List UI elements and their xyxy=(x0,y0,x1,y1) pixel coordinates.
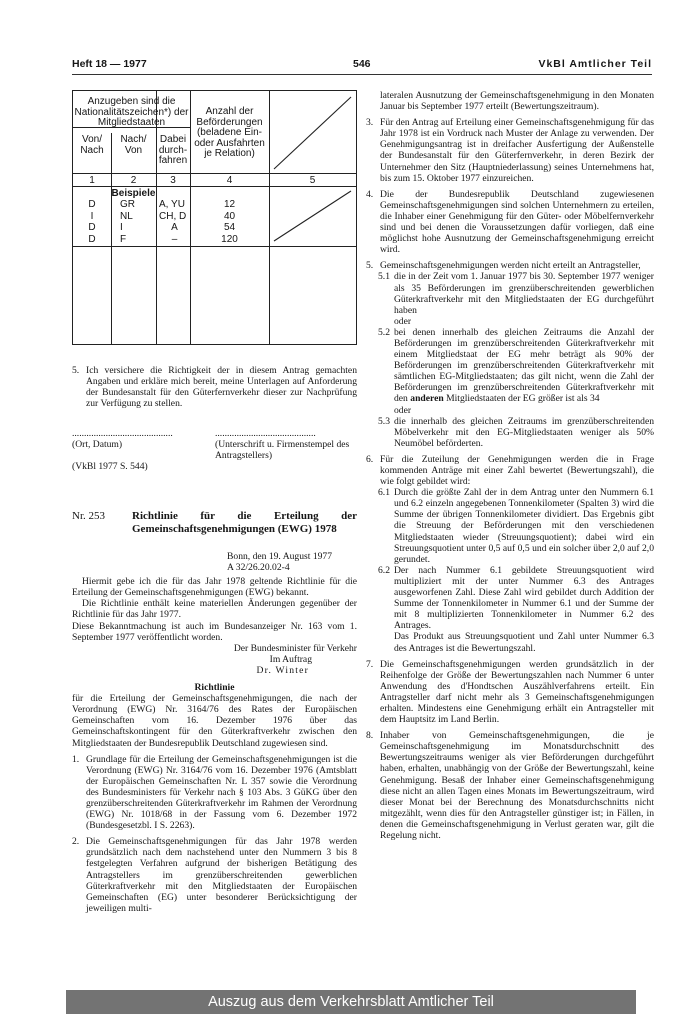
column-5-strike xyxy=(269,91,356,344)
list-item: 5. Gemeinschaftsgenehmigungen werden nicht erteilt an Antragsteller, xyxy=(366,260,641,272)
journal-title: VkBl Amtlicher Teil xyxy=(538,58,652,70)
col-number: 4 xyxy=(226,175,233,186)
example-cell: D xyxy=(88,233,96,245)
paragraph: Diese Bekanntmachung ist auch im Bundesanzeiger Nr. 163 vom 1. September 1977 veröffentlicht worden. xyxy=(72,620,357,643)
example-cell: F xyxy=(120,233,127,245)
sub-item: 5.2 bei denen innerhalb des gleichen Zeitraums die Anzahl der Beförderungen im grenzüberschreitenden Güterkraftverkehr mit einem Mitgliedstaat der EG mehr beträgt als 90% der Beförderungen im grenzüberschreitenden Güterkraftverkehr mit sämtlichen EG-Mitgliedstaaten; das gilt nicht, wenn die Zahl der Beförderungen im grenzüberschreitenden Güterkraftverkehr mit den anderen Mitgliedstaaten der EG größer ist als 34 xyxy=(378,326,654,405)
example-cell: 54 xyxy=(223,222,236,233)
example-cell: A xyxy=(171,222,178,233)
signature-line: .......................................... xyxy=(72,428,173,439)
example-cell: 12 xyxy=(223,199,236,210)
list-item: 7. Die Gemeinschaftsgenehmigungen werden grundsätzlich in der Reihenfolge der Größe der Bewertungszahlen nach Nummer 6 unter Anwendung des d'Hondtschen Auszählverfahrens erteilt. Ein Antragsteller darf nicht mehr als 3 Gemeinschaftsgenehmigungen erhalten. Mindestens eine Genehmigung erhält ein Antragsteller mit dem Hauptsitz im Land Berlin. xyxy=(366,658,654,726)
list-item: 1. Grundlage für die Erteilung der Gemeinschaftsgenehmigungen ist die Verordnung (EWG) Nr. 3164/76 vom 16. Dezember 1976 (Amtsblatt der Europäischen Gemeinschaften Nr. L 357 sowie die Verordnung des Bundesministers für Verkehr nach § 103 Abs. 3 GüKG über den grenzüberschreitenden Güterkraftverkehr im Rahmen der Verordnung (EWG) Nr. 1018/68 in der Fassung vom 6. Dezember 1972 (Bundesgesetzbl. I S. 2263). xyxy=(72,753,357,832)
file-reference: A 32/26.20.02-4 xyxy=(227,562,290,574)
col-number: 5 xyxy=(309,175,316,186)
example-cell: 120 xyxy=(221,233,238,245)
examples-label: Beispiele xyxy=(111,188,156,199)
example-cell: I xyxy=(120,222,123,233)
conjunction: oder xyxy=(394,315,412,327)
example-cell: D xyxy=(88,222,96,233)
example-cell: 40 xyxy=(223,210,236,222)
table-vline xyxy=(111,133,112,344)
list-item-continued: lateralen Ausnutzung der Gemeinschaftsgenehmigung in den Monaten Januar bis September 1977 erteilt (Bewertungszeitraum). xyxy=(380,90,654,113)
example-cell: GR xyxy=(120,199,135,210)
example-cell: I xyxy=(90,210,94,222)
announcement-number: Nr. 253 xyxy=(72,510,105,522)
footer-banner: Auszug aus dem Verkehrsblatt Amtlicher Teil xyxy=(66,990,636,1014)
sub-item: 5.1 die in der Zeit vom 1. Januar 1977 bis 30. September 1977 weniger als 35 Beförderungen im grenzüberschreitenden gewerblichen Güterkraftverkehr mit den Mitgliedstaaten der EG durchgeführt haben xyxy=(378,271,654,316)
place-date-label: (Ort, Datum) xyxy=(72,439,123,450)
signature-line: .......................................... xyxy=(215,428,316,439)
col-number: 3 xyxy=(170,175,176,186)
sub-item: 6.1 Durch die größte Zahl der in dem Antrag unter den Nummern 6.1 und 6.2 einzeln angegebenen Tonnenkilometer (Spalten 3) wird die Summe der übrigen Tonnenkilometer dividiert. Das Ergebnis gibt die Streuung der Beförderungen mit den verschiedenen Mitgliedstaaten wieder (Streuungsquotient); dabei wird ein Streuungsquotient unter 0,5 auf 0,5 und ein solcher über 2,0 auf 2,0 gerundet. xyxy=(378,487,654,565)
stamp-label: (Unterschrift u. Firmenstempel des Antragstellers) xyxy=(215,439,350,462)
header-rule xyxy=(72,74,652,75)
paragraph: Die Richtlinie enthält keine materiellen Änderungen gegenüber der Richtlinie für das Jahr 1977. xyxy=(72,598,357,621)
example-cell: NL xyxy=(120,210,133,222)
example-cell: D xyxy=(88,199,96,210)
list-item: 6. Für die Zuteilung der Genehmigungen werden die in Frage kommenden Anträge mit einer Zahl bewertet (Bewertungszahl), die wie folgt gebildet wird: xyxy=(366,453,654,488)
paragraph: Hiermit gebe ich die für das Jahr 1978 geltende Richtlinie für die Erteilung der Gemeinschaftsgenehmigungen (EWG) bekannt. xyxy=(72,576,357,599)
col-header-von-nach: Von/ Nach xyxy=(80,134,104,156)
source-reference: (VkBl 1977 S. 544) xyxy=(72,461,148,472)
signatory-name: Dr. Winter xyxy=(256,664,309,676)
richtlinie-intro: für die Erteilung der Gemeinschaftsgenehmigungen, die nach der Verordnung (EWG) Nr. 3164/76 des Rates der Europäischen Gemeinschaften vom 16. Dezember 1976 über das Gemeinschaftskontingent für den Güterkraftverkehr zwischen den Mitgliedstaaten der Bundesrepublik Deutschland zugewiesen sind. xyxy=(72,693,357,749)
list-item: 2. Die Gemeinschaftsgenehmigungen für das Jahr 1978 werden grundsätzlich nach dem nachstehend unter den Nummern 3 bis 8 festgelegten Verfahren aufgrund der bisherigen Betätigung des Antragstellers im grenzüberschreitenden gewerblichen Güterkraftverkehr mit den Mitgliedstaaten der Europäischen Gemeinschaften (EG) unter besonderer Berücksichtigung der jeweiligen multi- xyxy=(72,836,357,914)
col-header-anzahl: Anzahl der Beförderungen (beladene Ein- oder Ausfahrten je Relation) xyxy=(194,106,265,159)
col-header-dabei: Dabei durch-fahren xyxy=(158,134,188,166)
sub-item: 5.3 die innerhalb des gleichen Zeitraums im grenzüberschreitenden Möbelverkehr mit den EG-Mitgliedstaaten weniger als 50% Neumöbel beförderten. xyxy=(378,415,654,449)
col-number: 1 xyxy=(89,175,95,186)
example-cell: A, YU xyxy=(159,199,185,210)
table-group-header: Anzugeben sind die Nationalitätszeichen*) der Mitgliedstaaten xyxy=(74,96,189,128)
signatory-authority: Der Bundesminister für Verkehr xyxy=(233,642,357,654)
page-header xyxy=(72,58,652,74)
richtlinie-heading: Richtlinie xyxy=(194,682,235,694)
col-header-nach-von: Nach/ Von xyxy=(120,134,147,156)
list-item: 4. Die der Bundesrepublik Deutschland zugewiesenen Gemeinschaftsgenehmigungen sind solchen Unternehmern zu erteilen, die Inhaber einer Genehmigung für den Güter- oder Möbelfernverkehr sind und bei denen die Voraussetzungen dafür vorliegen, daß eine möglichst hohe Ausnutzung der Gemeinschaftsgenehmigung erreicht wird. xyxy=(366,188,654,256)
list-item: 5. Ich versichere die Richtigkeit der in diesem Antrag gemachten Angaben und erkläre mich bereit, meine Unterlagen auf Anforderung der Bundesanstalt für den Güterfernverkehr dieser zur Nachprüfung zur Verfügung zu stellen. xyxy=(72,365,357,410)
sub-item-continued: Das Produkt aus Streuungsquotient und Zahl unter Nummer 6.3 des Antrages ist die Bewertungszahl. xyxy=(394,631,654,654)
col-number: 2 xyxy=(130,175,137,186)
right-column xyxy=(366,84,654,841)
example-cell: CH, D xyxy=(159,210,187,222)
announcement-body xyxy=(72,551,357,914)
issue-label: Heft 18 — 1977 xyxy=(72,58,147,70)
signatory-on-behalf: Im Auftrag xyxy=(269,653,312,665)
sub-item: 6.2 Der nach Nummer 6.1 gebildete Streuungsquotient wird multipliziert mit der unter Nummer 6.3 des Antrages ausgeworfenen Zahl. Diese Zahl wird gebildet durch Addition der Summe der Tonnenkilometer in Nummer 6.1 und der Summe der mit 8 multiplizierten Tonnenkilometer in Nummer 6.2 des Antrages. xyxy=(378,564,654,632)
conjunction: oder xyxy=(394,404,412,416)
table-vline xyxy=(156,91,157,344)
announcement-title: Richtlinie für die Erteilung der Gemeinschaftsgenehmigungen (EWG) 1978 xyxy=(132,510,357,535)
form-table xyxy=(72,90,357,345)
list-item: 8. Inhaber von Gemeinschaftsgenehmigungen, die je Gemeinschaftsgenehmigung im Monatsdurchschnitt des Bewertungszeitraums weniger als vier Beförderungen durchgeführt haben, erhalten, unabhängig von der Größe der Bewertungszahl, keine Genehmigung. Besaß der Inhaber einer Gemeinschaftsgenehmigung diese nicht an allen Tagen eines Monats im Bewertungszeitraum, wird dieser Monat bei der Berechnung des Monatsdurchschnitts nicht mitgezählt, wenn dies für den Antragsteller günstiger ist; in Fällen, in denen die Gemeinschaftsgenehmigung in Verlust geraten war, gilt die Regelung nicht. xyxy=(366,730,654,841)
page-number: 546 xyxy=(353,58,371,70)
announcement-date: Bonn, den 19. August 1977 xyxy=(227,551,333,562)
list-item: 3. Für den Antrag auf Erteilung einer Gemeinschaftsgenehmigung für das Jahr 1978 ist ein Vordruck nach Muster der Anlage zu verwenden. Der Genehmigungsantrag ist in dreifacher Ausfertigung der Außenstelle der Bundesanstalt für den Güterfernverkehr, in deren Bezirk der Unternehmer den Sitz (Hauptniederlassung) seines Unternehmens hat, bis zum 15. Oktober 1977 einzureichen. xyxy=(366,117,654,184)
example-cell: – xyxy=(171,233,178,245)
declaration-section xyxy=(72,365,357,409)
